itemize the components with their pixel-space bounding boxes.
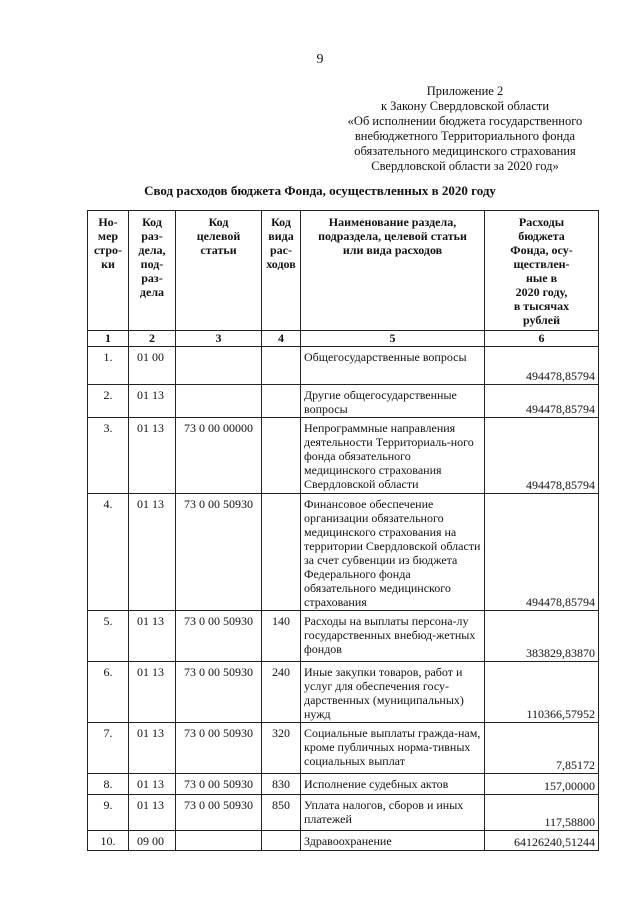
expense-name-cell: Другие общегосударственные вопросы: [301, 385, 485, 418]
section-code-cell: 01 13: [129, 662, 176, 723]
amount-cell: 64126240,51244: [485, 831, 599, 851]
table-row: [88, 494, 599, 611]
table-row: [88, 347, 599, 385]
column-number: 1: [88, 331, 129, 347]
section-code-cell: 01 13: [129, 611, 176, 662]
target-code-cell: 73 0 00 50930: [176, 611, 262, 662]
target-code-cell: [176, 831, 262, 851]
kind-code-cell: 240: [262, 662, 301, 723]
header-section-code: Код раз- дела, под- раз- дела: [129, 211, 176, 331]
column-number: 3: [176, 331, 262, 347]
section-code-cell: 01 00: [129, 347, 176, 385]
column-number: 4: [262, 331, 301, 347]
table-row: [88, 774, 599, 795]
kind-code-cell: 830: [262, 774, 301, 795]
kind-code-cell: [262, 494, 301, 611]
expense-name-cell: Иные закупки товаров, работ и услуг для обеспечения госу-дарственных (муниципальных) нужд: [301, 662, 485, 723]
kind-code-cell: 140: [262, 611, 301, 662]
kind-code-cell: [262, 831, 301, 851]
amount-cell: 494478,85794: [485, 494, 599, 611]
section-code-cell: 01 13: [129, 494, 176, 611]
target-code-cell: 73 0 00 50930: [176, 795, 262, 831]
annex-line: внебюджетного Территориального фонда: [354, 129, 576, 143]
target-code-cell: 73 0 00 50930: [176, 774, 262, 795]
row-number-cell: 6.: [88, 662, 129, 723]
row-number-cell: 2.: [88, 385, 129, 418]
row-number-cell: 4.: [88, 494, 129, 611]
target-code-cell: [176, 385, 262, 418]
expense-name-cell: Финансовое обеспечение организации обязательного медицинского страхования на территории Свердловской области за счет субвенции из бюджета Федерального фонда обязательного медицинского страхования: [301, 494, 485, 611]
page-number: 9: [316, 52, 324, 67]
annex-line: Приложение 2: [426, 84, 504, 98]
annex-line: к Закону Свердловской области: [380, 99, 550, 113]
row-number-cell: 5.: [88, 611, 129, 662]
header-name: Наименование раздела, подраздела, целевой статьи или вида расходов: [301, 211, 485, 331]
amount-cell: 494478,85794: [485, 418, 599, 494]
target-code-cell: 73 0 00 00000: [176, 418, 262, 494]
column-number: 6: [485, 331, 599, 347]
expense-name-cell: Исполнение судебных актов: [301, 774, 485, 795]
section-code-cell: 09 00: [129, 831, 176, 851]
table-row: [88, 831, 599, 851]
expenditure-table: [87, 210, 599, 851]
amount-cell: 494478,85794: [485, 347, 599, 385]
column-number: 2: [129, 331, 176, 347]
amount-cell: 494478,85794: [485, 385, 599, 418]
table-row: [88, 385, 599, 418]
target-code-cell: [176, 347, 262, 385]
column-number: 5: [301, 331, 485, 347]
section-code-cell: 01 13: [129, 795, 176, 831]
expense-name-cell: Уплата налогов, сборов и иных платежей: [301, 795, 485, 831]
expense-name-cell: Социальные выплаты гражда-нам, кроме публичных норма-тивных социальных выплат: [301, 723, 485, 774]
header-kind-code: Код вида рас- ходов: [262, 211, 301, 331]
kind-code-cell: [262, 385, 301, 418]
header-row: [88, 211, 599, 331]
table-row: [88, 611, 599, 662]
column-number-row: [88, 331, 599, 347]
annex-line: Свердловской области за 2020 год»: [371, 159, 559, 173]
kind-code-cell: 320: [262, 723, 301, 774]
row-number-cell: 10.: [88, 831, 129, 851]
target-code-cell: 73 0 00 50930: [176, 662, 262, 723]
kind-code-cell: [262, 347, 301, 385]
amount-cell: 157,00000: [485, 774, 599, 795]
table-row: [88, 662, 599, 723]
row-number-cell: 3.: [88, 418, 129, 494]
annex-block: [300, 84, 630, 174]
kind-code-cell: [262, 418, 301, 494]
target-code-cell: 73 0 00 50930: [176, 494, 262, 611]
section-code-cell: 01 13: [129, 418, 176, 494]
expense-name-cell: Непрограммные направления деятельности Территориаль-ного фонда обязательного медицинского страхования Свердловской области: [301, 418, 485, 494]
row-number-cell: 9.: [88, 795, 129, 831]
amount-cell: 110366,57952: [485, 662, 599, 723]
section-code-cell: 01 13: [129, 723, 176, 774]
expense-name-cell: Расходы на выплаты персона-лу государственных внебюд-жетных фондов: [301, 611, 485, 662]
row-number-cell: 7.: [88, 723, 129, 774]
table-row: [88, 795, 599, 831]
document-title: Свод расходов бюджета Фонда, осуществленных в 2020 году: [144, 183, 496, 198]
header-row-number: Но- мер стро- ки: [88, 211, 129, 331]
amount-cell: 383829,83870: [485, 611, 599, 662]
table-row: [88, 723, 599, 774]
amount-cell: 7,85172: [485, 723, 599, 774]
amount-cell: 117,58800: [485, 795, 599, 831]
row-number-cell: 8.: [88, 774, 129, 795]
section-code-cell: 01 13: [129, 385, 176, 418]
kind-code-cell: 850: [262, 795, 301, 831]
header-amount: Расходы бюджета Фонда, осу- ществлен- ные в 2020 году, в тысячах рублей: [485, 211, 599, 331]
header-target-code: Код целевой статьи: [176, 211, 262, 331]
table-row: [88, 418, 599, 494]
annex-line: обязательного медицинского страхования: [354, 144, 576, 158]
row-number-cell: 1.: [88, 347, 129, 385]
expense-name-cell: Общегосударственные вопросы: [301, 347, 485, 385]
expense-name-cell: Здравоохранение: [301, 831, 485, 851]
section-code-cell: 01 13: [129, 774, 176, 795]
target-code-cell: 73 0 00 50930: [176, 723, 262, 774]
annex-line: «Об исполнении бюджета государственного: [347, 114, 583, 128]
